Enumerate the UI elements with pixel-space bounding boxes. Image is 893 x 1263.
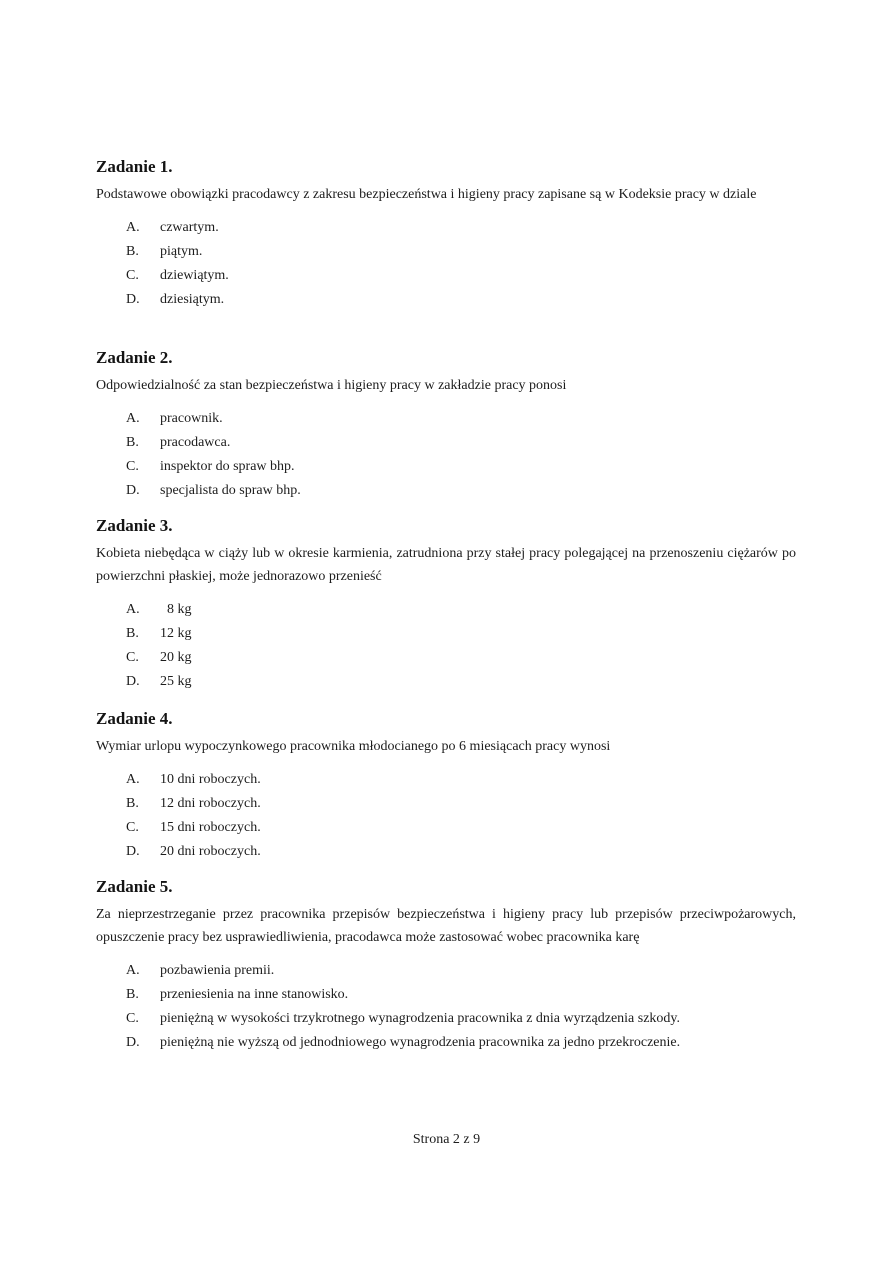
answer-option-a <box>126 407 796 431</box>
answer-options <box>126 959 796 1055</box>
option-letter: A. <box>126 772 140 787</box>
option-letter: C. <box>126 1011 139 1026</box>
answer-option-b <box>126 792 796 816</box>
option-letter: A. <box>126 602 140 617</box>
option-letter: A. <box>126 411 140 426</box>
answer-option-d <box>126 840 796 864</box>
answer-option-c <box>126 646 796 670</box>
answer-option-b <box>126 431 796 455</box>
answer-option-b <box>126 983 796 1007</box>
answer-options <box>126 768 796 864</box>
answer-option-d <box>126 288 796 312</box>
option-letter: A. <box>126 963 140 978</box>
task-question: Podstawowe obowiązki pracodawcy z zakresu bezpieczeństwa i higieny pracy zapisane są w Kodeksie pracy w dziale <box>96 187 757 202</box>
option-letter: B. <box>126 626 139 641</box>
option-text: specjalista do spraw bhp. <box>160 483 301 498</box>
option-text: 12 kg <box>160 626 192 641</box>
task-2 <box>96 348 796 503</box>
option-letter: D. <box>126 292 140 307</box>
task-question: Za nieprzestrzeganie przez pracownika przepisów bezpieczeństwa i higieny pracy lub przepisów przeciwpożarowych, opuszczenie pracy bez usprawiedliwienia, pracodawca może zastosować wobec pracownika karę <box>96 907 796 945</box>
option-text: pieniężną nie wyższą od jednodniowego wynagrodzenia pracownika za jedno przekroczenie. <box>160 1035 681 1050</box>
option-letter: C. <box>126 459 139 474</box>
task-question: Kobieta niebędąca w ciąży lub w okresie karmienia, zatrudniona przy stałej pracy polegającej na przenoszeniu ciężarów po powierzchni płaskiej, może jednorazowo przenieść <box>96 546 796 584</box>
task-5 <box>96 877 796 1055</box>
option-text: pieniężną w wysokości trzykrotnego wynagrodzenia pracownika z dnia wyrządzenia szkody. <box>160 1011 681 1026</box>
answer-option-a <box>126 216 796 240</box>
option-text: pracodawca. <box>160 435 231 450</box>
answer-option-a <box>126 598 796 622</box>
answer-option-d <box>126 1031 796 1055</box>
option-letter: D. <box>126 844 140 859</box>
option-text: 8 kg <box>160 602 192 617</box>
task-title: Zadanie 4. <box>96 709 173 728</box>
option-text: inspektor do spraw bhp. <box>160 459 295 474</box>
option-letter: D. <box>126 483 140 498</box>
answer-options <box>126 407 796 503</box>
task-question: Wymiar urlopu wypoczynkowego pracownika młodocianego po 6 miesiącach pracy wynosi <box>96 739 611 754</box>
option-text: czwartym. <box>160 220 219 235</box>
task-title: Zadanie 3. <box>96 516 173 535</box>
answer-option-c <box>126 816 796 840</box>
option-text: 25 kg <box>160 674 192 689</box>
option-letter: B. <box>126 435 139 450</box>
answer-option-a <box>126 959 796 983</box>
option-text: pozbawienia premii. <box>160 963 275 978</box>
task-title: Zadanie 2. <box>96 348 173 367</box>
answer-options <box>126 598 796 694</box>
answer-option-b <box>126 240 796 264</box>
option-text: dziesiątym. <box>160 292 225 307</box>
option-letter: C. <box>126 820 139 835</box>
option-letter: D. <box>126 674 140 689</box>
option-text: przeniesienia na inne stanowisko. <box>160 987 349 1002</box>
option-text: dziewiątym. <box>160 268 229 283</box>
option-letter: B. <box>126 244 139 259</box>
answer-option-d <box>126 479 796 503</box>
answer-option-c <box>126 455 796 479</box>
task-question: Odpowiedzialność za stan bezpieczeństwa i higieny pracy w zakładzie pracy ponosi <box>96 378 567 393</box>
page-number: Strona 2 z 9 <box>412 1132 481 1147</box>
task-1 <box>96 157 796 312</box>
option-letter: C. <box>126 268 139 283</box>
option-text: piątym. <box>160 244 203 259</box>
answer-options <box>126 216 796 312</box>
option-letter: B. <box>126 987 139 1002</box>
task-4 <box>96 709 796 864</box>
option-text: 15 dni roboczych. <box>160 820 261 835</box>
task-title: Zadanie 5. <box>96 877 173 896</box>
option-letter: D. <box>126 1035 140 1050</box>
answer-option-b <box>126 622 796 646</box>
option-letter: A. <box>126 220 140 235</box>
option-text: pracownik. <box>160 411 223 426</box>
option-text: 20 kg <box>160 650 192 665</box>
task-title: Zadanie 1. <box>96 157 173 176</box>
option-text: 12 dni roboczych. <box>160 796 261 811</box>
answer-option-c <box>126 264 796 288</box>
answer-option-c <box>126 1007 796 1031</box>
answer-option-a <box>126 768 796 792</box>
option-letter: B. <box>126 796 139 811</box>
option-letter: C. <box>126 650 139 665</box>
task-3 <box>96 516 796 694</box>
answer-option-d <box>126 670 796 694</box>
option-text: 10 dni roboczych. <box>160 772 261 787</box>
option-text: 20 dni roboczych. <box>160 844 261 859</box>
